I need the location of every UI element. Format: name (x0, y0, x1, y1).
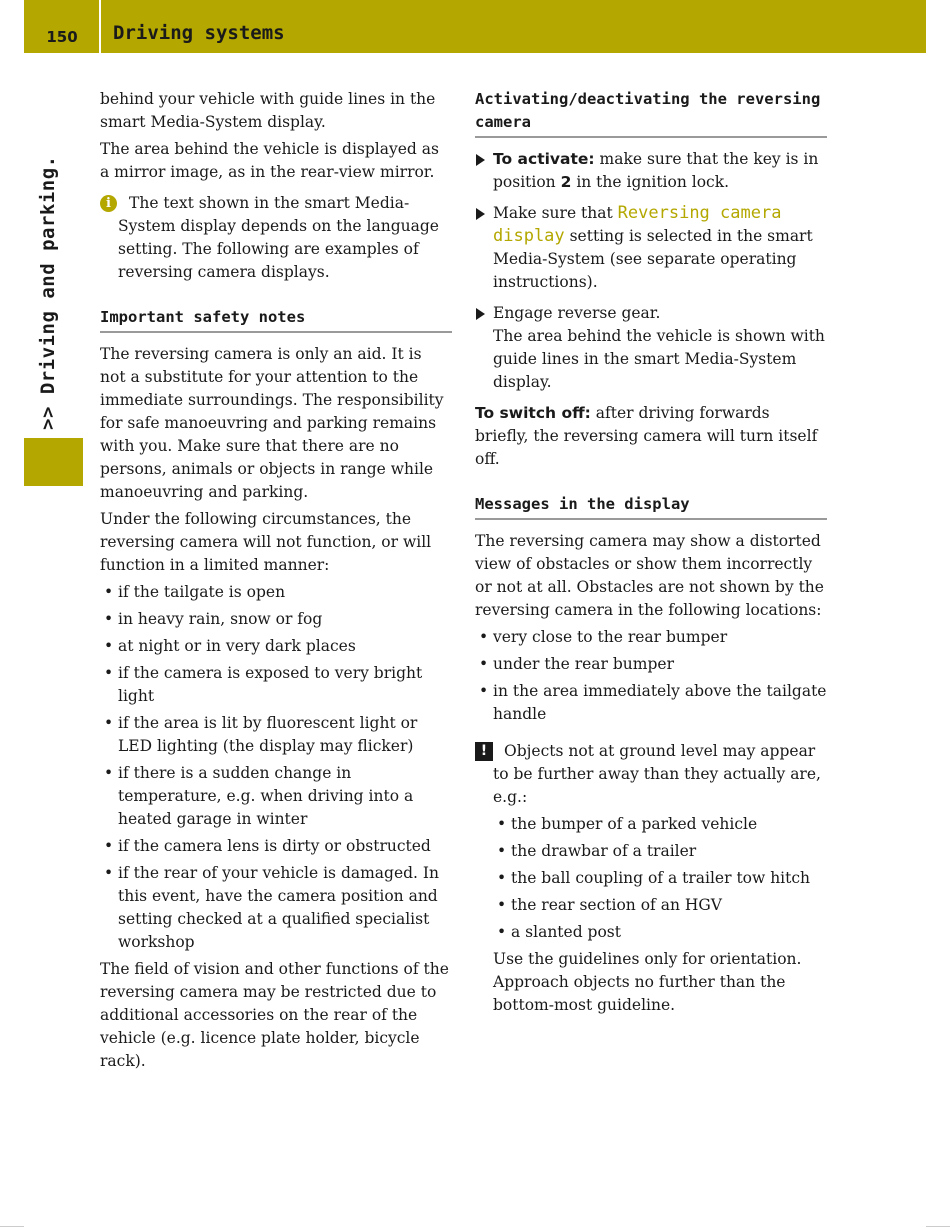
switch-off-text: after driving forwards briefly, the reversing camera will turn itself off. (475, 404, 818, 468)
step-arrow-icon (476, 308, 485, 320)
side-chapter-label: >> Driving and parking. (37, 155, 59, 430)
step-text: make sure that the key is in position (493, 150, 819, 191)
step-reverse-gear (475, 302, 827, 394)
list-item (100, 712, 452, 758)
bullet-icon: • (497, 896, 507, 914)
safety-paragraph-2: Under the following circumstances, the reversing camera will not function, or will function in a limited manner: (100, 510, 432, 574)
bullet-icon: • (104, 764, 114, 782)
list-item-text: at night or in very dark places (118, 637, 356, 655)
bullet-icon: • (497, 869, 507, 887)
list-item-text: the ball coupling of a trailer tow hitch (511, 869, 811, 887)
crop-mark-left (0, 1226, 24, 1227)
guideline-note: Use the guidelines only for orientation. Approach objects no further than the bottom-most guideline. (493, 950, 802, 1014)
bullet-icon: • (104, 864, 114, 882)
list-item (100, 835, 452, 858)
side-chapter-tab (24, 438, 83, 486)
list-item-text: if there is a sudden change in temperature, e.g. when driving into a heated garage in winter (118, 764, 414, 828)
display-setting-name: Reversing camera display (493, 203, 782, 246)
crop-mark-right (926, 1226, 950, 1227)
step-text: Make sure that (493, 204, 618, 222)
list-item (475, 626, 827, 649)
step-arrow-icon (476, 154, 485, 166)
list-item (100, 581, 452, 604)
bullet-icon: • (104, 610, 114, 628)
left-column (100, 88, 452, 1077)
bullet-icon: • (479, 682, 489, 700)
list-item-text: very close to the rear bumper (493, 628, 728, 646)
locations-list (475, 626, 827, 726)
list-item (493, 813, 827, 836)
warning-icon: ! (475, 742, 493, 761)
step-activate (475, 148, 827, 194)
step-setting (475, 202, 827, 294)
info-note (100, 192, 452, 284)
messages-paragraph: The reversing camera may show a distorted view of obstacles or show them incorrectly or not at all. Obstacles are not shown by the reversing camera in the following locations: (475, 532, 824, 619)
list-item-text: in heavy rain, snow or fog (118, 610, 323, 628)
bullet-icon: • (479, 628, 489, 646)
list-item (493, 840, 827, 863)
activate-heading: Activating/deactivating the reversing camera (475, 88, 827, 138)
list-item (100, 662, 452, 708)
list-item (475, 653, 827, 676)
key-position: 2 (560, 173, 572, 191)
list-item-text: if the camera lens is dirty or obstructed (118, 837, 431, 855)
list-item (100, 635, 452, 658)
step-text: setting is selected in the smart Media-System (see separate operating instructions). (493, 227, 813, 291)
warning-text: Objects not at ground level may appear to be further away than they actually are, e.g.: (493, 742, 821, 806)
closing-paragraph: The field of vision and other functions of the reversing camera may be restricted due to additional accessories on the rear of the vehicle (e.g. licence plate holder, bicycle rack). (100, 960, 449, 1070)
intro-paragraph-2: The area behind the vehicle is displayed as a mirror image, as in the rear-view mirror. (100, 140, 439, 181)
list-item-text: in the area immediately above the tailgate handle (493, 682, 827, 723)
messages-heading: Messages in the display (475, 493, 827, 520)
switch-off-paragraph (475, 402, 827, 471)
warning-note (475, 740, 827, 1017)
intro-paragraph-1: behind your vehicle with guide lines in the smart Media-System display. (100, 90, 436, 131)
list-item-text: the rear section of an HGV (511, 896, 722, 914)
info-icon: i (100, 195, 117, 212)
info-note-text: The text shown in the smart Media-System display depends on the language setting. The following are examples of reversing camera displays. (118, 194, 439, 281)
objects-list (493, 813, 827, 944)
list-item-text: the bumper of a parked vehicle (511, 815, 758, 833)
bullet-icon: • (104, 714, 114, 732)
step-text: in the ignition lock. (571, 173, 730, 191)
right-column (475, 88, 827, 1021)
bullet-icon: • (104, 583, 114, 601)
safety-paragraph-1: The reversing camera is only an aid. It is not a substitute for your attention to the immediate surroundings. The responsibility for safe manoeuvring and parking remains with you. Make sure that there are no persons, animals or objects in range while manoeuvring and parking. (100, 345, 444, 501)
section-title: Driving systems (113, 22, 285, 44)
bullet-icon: • (497, 923, 507, 941)
step-arrow-icon (476, 208, 485, 220)
bullet-icon: • (104, 637, 114, 655)
safety-heading: Important safety notes (100, 306, 452, 333)
list-item (475, 680, 827, 726)
list-item (100, 862, 452, 954)
list-item-text: if the rear of your vehicle is damaged. In this event, have the camera position and setting checked at a qualified specialist workshop (118, 864, 440, 951)
step-text: Engage reverse gear. (493, 304, 661, 322)
list-item-text: under the rear bumper (493, 655, 674, 673)
bullet-icon: • (479, 655, 489, 673)
list-item (100, 608, 452, 631)
bullet-icon: • (497, 842, 507, 860)
bullet-icon: • (104, 837, 114, 855)
step-result: The area behind the vehicle is shown with guide lines in the smart Media-System display. (493, 327, 825, 391)
list-item-text: a slanted post (511, 923, 621, 941)
list-item-text: if the camera is exposed to very bright light (118, 664, 423, 705)
list-item-text: if the area is lit by fluorescent light or LED lighting (the display may flicker) (118, 714, 418, 755)
list-item (493, 867, 827, 890)
switch-off-label: To switch off: (475, 404, 591, 422)
conditions-list (100, 581, 452, 954)
bullet-icon: • (104, 664, 114, 682)
bullet-icon: • (497, 815, 507, 833)
list-item (493, 921, 827, 944)
list-item (100, 762, 452, 831)
page-number: 150 (46, 28, 78, 46)
step-label: To activate: (493, 150, 595, 168)
list-item (493, 894, 827, 917)
list-item-text: if the tailgate is open (118, 583, 286, 601)
list-item-text: the drawbar of a trailer (511, 842, 697, 860)
header-divider (99, 0, 101, 53)
